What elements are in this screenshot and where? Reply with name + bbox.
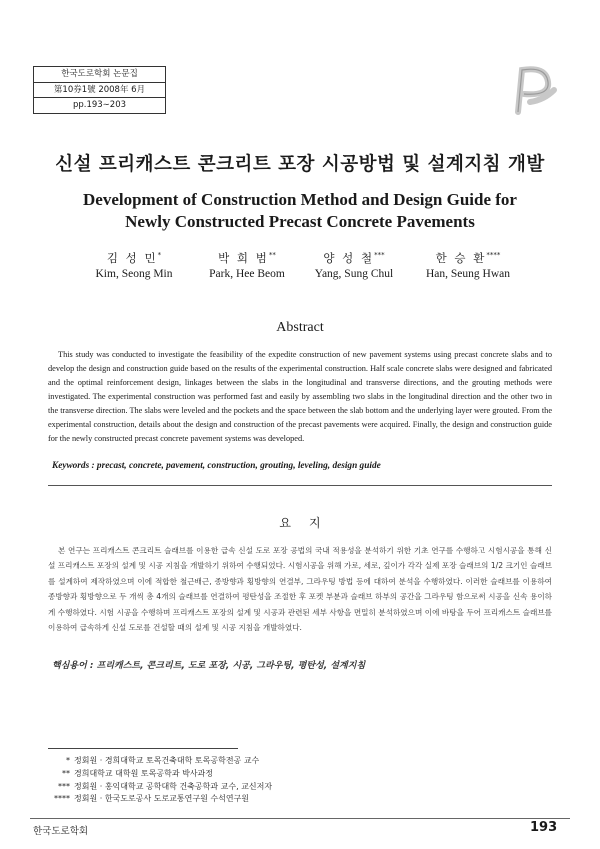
- author-mark: *: [157, 251, 162, 259]
- author-mark: ****: [486, 251, 501, 259]
- journal-volume: 第10券1號 2008年 6月: [34, 83, 165, 99]
- footnote-mark: *: [66, 756, 70, 765]
- author-mark: **: [268, 251, 276, 259]
- keywords-english: Keywords : precast, concrete, pavement, construction, grouting, leveling, design guide: [52, 461, 381, 471]
- author-1: [69, 250, 199, 280]
- section-divider: [48, 485, 552, 486]
- footnote-mark: ****: [54, 794, 70, 804]
- author-name-en: Yang, Sung Chul: [314, 268, 394, 280]
- author-name-kr: 양 성 철: [323, 251, 375, 265]
- author-name-en: Kim, Seong Min: [95, 268, 173, 280]
- footnote: [48, 755, 468, 768]
- abstract-heading: Abstract: [276, 320, 324, 335]
- journal-pages: pp.193∼203: [72, 100, 127, 110]
- footnotes: [48, 755, 468, 806]
- footnote-text: 경희대학교 대학원 토목공학과 박사과정: [74, 768, 214, 778]
- footer-journal-name: 한국도로학회: [33, 826, 89, 837]
- journal-name: 한국도로학회 논문집: [34, 67, 165, 83]
- author-3: [289, 250, 419, 280]
- author-mark: ***: [374, 251, 385, 259]
- korean-abstract-text: 본 연구는 프리캐스트 콘크리트 슬래브를 이용한 급속 신설 도로 포장 공법의 국내 적용성을 분석하기 위한 기초 연구를 수행하고 시험시공을 통해 신설 프리캐스트 포장의 설계 및 시공 지침을 개발하기 위하여 수행되었다. 시험시공을 위해 가로, 세로, 깊이가 각각 실제 포장 슬래브의 1/2 크기인 슬래브를 설계하여 제작하였으며 이에 적합한 철근배근, 종방향과 횡방향의 연결부, 그라우팅 방법 등에 대하여 분석을 수행하였다. 이러한 슬래브를 이용하여 종방향과 횡방향으로 두 개씩 총 4개의 슬래브를 연결하여 평탄성을 조절한 후 포켓 부분과 슬래브 하부의 공간을 그라우팅 함으로써 시공을 신속 용이하게 수행하였다. 시험 시공을 수행하며 프리캐스트 포장의 설계 및 시공과 관련된 세부 사항을 면밀히 분석하였으며 이에 바탕을 두어 프리캐스트 슬래브를 이용하여 급속하게 신설 도로를 건설할 때의 설계 및 시공 지침을 개발하였다.: [48, 546, 552, 633]
- journal-logo: [500, 60, 570, 120]
- footnote-rule: [48, 748, 238, 749]
- footnote: [48, 781, 468, 794]
- abstract-text: This study was conducted to investigate the feasibility of the expedite construction of new pavement systems using precast concrete slabs and to develop the design and construction guide based on the results of the experimental construction. Half scale concrete slabs were designed and fabricated and the optimal reinforcement design, linkages between the slabs in the longitudinal and transverse directions, and the grouting methods were investigated. The experimental construction was performed fast and easily by assembling two slabs in the longitudinal direction and the other two in the transverse direction. The slabs were leveled and the pockets and the space between the slab bottom and the underlying layer were grouted. From the experimental construction, details about the design and construction of the precast pavements were acquired. Finally, the design and construction guide for the newly constructed precast concrete pavement systems was developed.: [48, 350, 552, 443]
- footnote: [48, 768, 468, 781]
- footnote-text: 정회원 · 홍익대학교 공학대학 건축공학과 교수, 교신저자: [74, 781, 273, 791]
- author-name-kr: 한 승 환: [435, 251, 487, 265]
- english-title-line-2: Newly Constructed Precast Concrete Pavements: [125, 212, 475, 231]
- author-name-en: Han, Seung Hwan: [426, 268, 510, 280]
- footnote-mark: ***: [58, 781, 70, 791]
- english-title-line-1: Development of Construction Method and Design Guide for: [83, 190, 517, 209]
- journal-info-box: [33, 66, 166, 114]
- footnote-text: 정회원 · 한국도로공사 도로교통연구원 수석연구원: [74, 794, 250, 804]
- author-4: [403, 250, 533, 280]
- korean-abstract-heading: 요지: [279, 516, 339, 530]
- korean-title: 신설 프리캐스트 콘크리트 포장 시공방법 및 설계지침 개발: [55, 154, 545, 175]
- footnote: [48, 793, 468, 806]
- author-name-en: Park, Hee Beom: [209, 268, 285, 280]
- page-number: 193: [530, 820, 558, 835]
- footnote-mark: **: [62, 768, 70, 778]
- author-name-kr: 김 성 민: [106, 251, 158, 265]
- author-name-kr: 박 희 범: [218, 251, 269, 265]
- footnote-text: 정회원 · 경희대학교 토목건축대학 토목공학전공 교수: [74, 756, 260, 765]
- keywords-korean: 핵심용어 : 프리캐스트, 콘크리트, 도로 포장, 시공, 그라우팅, 평탄성, 설계지침: [52, 661, 366, 671]
- footer-rule: [30, 818, 570, 819]
